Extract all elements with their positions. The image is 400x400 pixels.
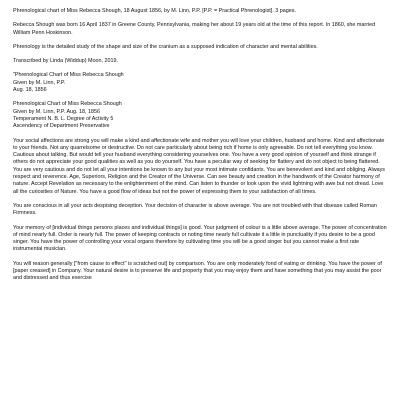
body-paragraph: Your memory of [individual things persons places and individual things] is good. Your judgment of colour is a little above average. The power of concentration of mind nearly full. Order is nearly full. The power of keeping contracts or noting time nearly full cultivate it a little in punctuality if you desire to be a good singer. You have the power of controlling your vocal organs therefore by cultivating time you will be a good singer but you cannot make a first rate instrumental musician. bbox=[13, 224, 387, 253]
body-paragraph: You will reason generally ["from cause to effect" is scratched out] by comparison. You are only moderately fond of eating or drinking. You have the power of [paper creased] in Company. Your natural desire is to preserve life and property that you may enjoy them and have something that you may assist the poor and distressed and thus exercise bbox=[13, 260, 382, 282]
body-paragraph: You are conscious in all your acts despising deception. Your decision of character is above average. You are not troubled with that disease called Roman Firmness. bbox=[13, 202, 377, 217]
chart-header-line: "Phrenological Chart of Miss Rebecca Shough bbox=[13, 72, 124, 79]
chart-details-line: Ascendency of Department Preservative bbox=[13, 123, 110, 130]
chart-header-line: Given by M. Linn, P.P. bbox=[13, 79, 66, 86]
chart-header-block bbox=[13, 72, 388, 94]
definition-paragraph: Phrenology is the detailed study of the shape and size of the cranium as a supposed indication of character and mental abilities. bbox=[13, 43, 318, 50]
chart-details-line: Temperament N. B. L. Degree of Activity 5 bbox=[13, 115, 114, 122]
chart-details-line: Phrenological Chart of Miss Rebecca Shough bbox=[13, 101, 122, 108]
transcription-credit: Transcribed by Linda (Widdup) Moon, 2019. bbox=[13, 58, 118, 65]
document-title: Phrenological chart of Miss Rebecca Shough, 18 August 1856, by M. Linn, P.P. [P.P. = Practical Phrenologist]. 3 pages. bbox=[13, 8, 296, 14]
intro-paragraph: Rebecca Shough was born 16 April 1837 in Greene County, Pennsylvania, making her about 19 years old at the time of this report. In 1860, she married William Penn Hoskinson. bbox=[13, 22, 376, 36]
body-paragraph: Your social affections are strong you will make a kind and affectionate wife and mother you will love your children, husband and home. Kind and affectionate to your friends. Not any quarrelsome or destructive. Do not care particularly about being rich if home is only agreeable. Do not tell everything you know. Cautious about talking. But would tell your husband everything considering yourselves one. You have a very good opinion of yourself and think strange if others do not appreciate your good qualities as well as you do yourself. You have a peculiar way of seeking for flattery and do not object to being flattered. You are very cautious and do not let all your intentions be known to any but your most intimate confidants. You are benevolent and kind and obliging. Always respect and reverence. Age, Superiors, Religion and the Creator of the Universe. Can see beauty and creation in the handiwork of the Creator harmony of nature. Accept Revelation as necessary to the enlightenment of the mind. Can listen to thunder or look upon the vivid lightning with awe but not dread. Love all the curiosities of Nature. You have a good flow of ideas but not the power of expressing them to your satisfaction of all times. bbox=[13, 137, 385, 195]
chart-header-line: Aug. 18, 1856 bbox=[13, 87, 47, 94]
chart-details-block bbox=[13, 101, 388, 130]
chart-details-line: Given by M. Linn, P.P. Aug. 18, 1856 bbox=[13, 108, 101, 115]
